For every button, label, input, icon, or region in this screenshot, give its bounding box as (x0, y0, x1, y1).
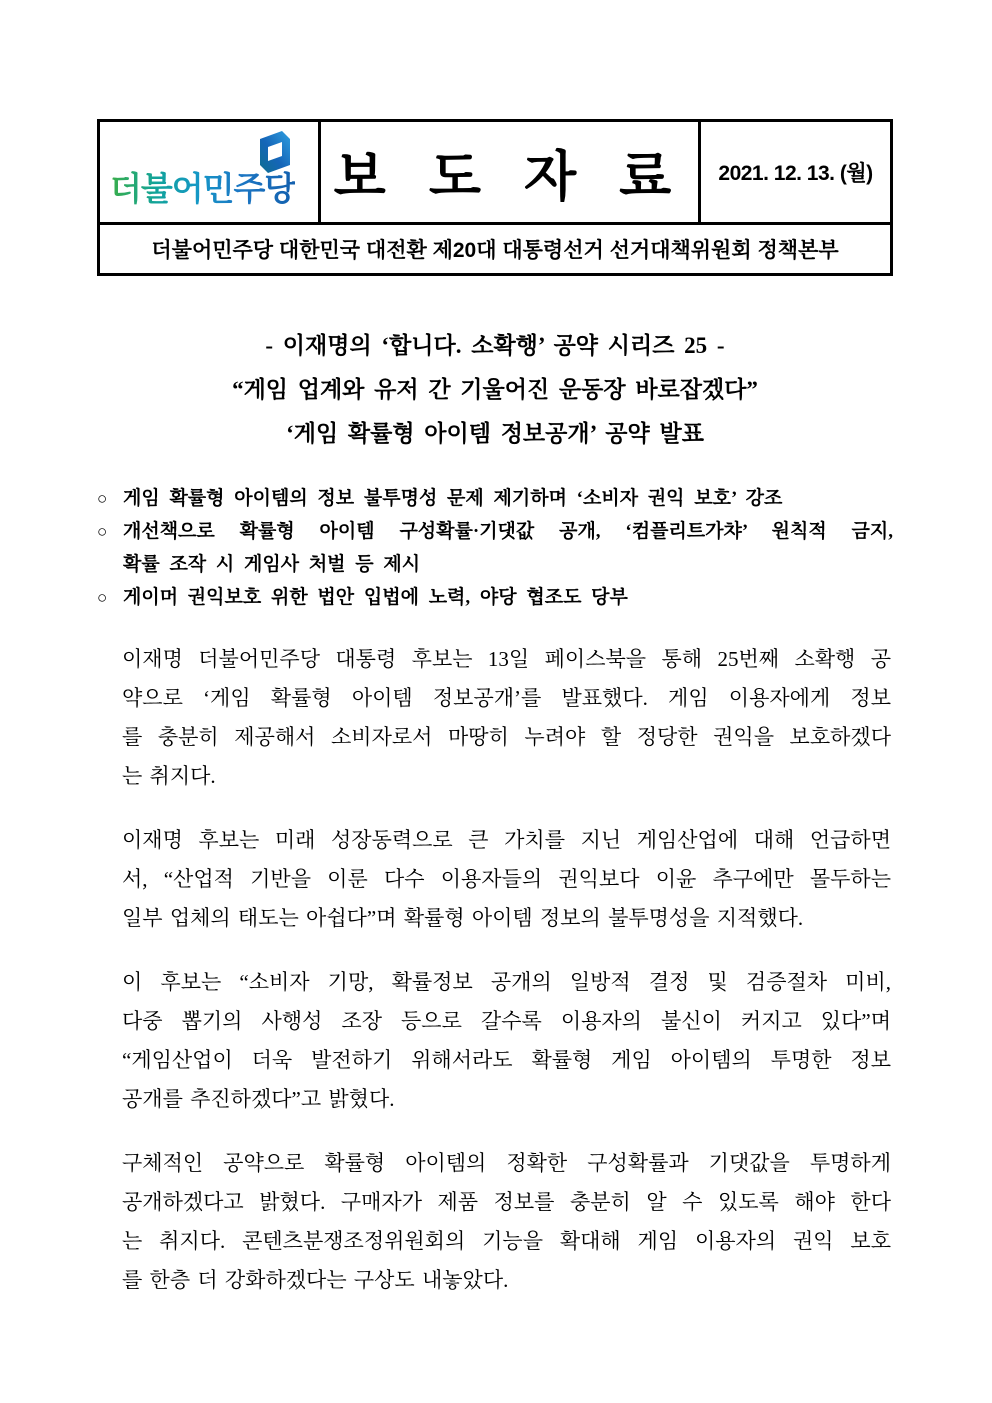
paragraph-line: 를 한층 더 강화하겠다는 구상도 내놓았다. (122, 1268, 509, 1292)
bullet-line: 확률 조작 시 게임사 처벌 등 제시 (123, 554, 421, 575)
headline-line: “게임 업계와 유저 간 기울어진 운동장 바로잡겠다” (232, 377, 758, 402)
party-logo (100, 122, 318, 222)
headline-line: ‘게임 확률형 아이템 정보공개’ 공약 발표 (286, 421, 704, 446)
paragraph-line: 구체적인 공약으로 확률형 아이템의 정확한 구성확률과 기댓값을 투명하게 (122, 1151, 891, 1175)
summary-bullet (97, 482, 893, 515)
paragraph-line: 다중 뽑기의 사행성 조장 등으로 갈수록 이용자의 불신이 커지고 있다”며 (122, 1009, 891, 1033)
body-paragraphs (97, 640, 893, 1300)
paragraph-line: 는 취지다. (122, 764, 216, 788)
bullet-marker-icon: ○ (97, 489, 108, 508)
bullet-marker-icon: ○ (97, 588, 108, 607)
paragraph-line: 이재명 후보는 미래 성장동력으로 큰 가치를 지닌 게임산업에 대해 언급하면 (122, 828, 891, 852)
paragraph-line: 는 취지다. 콘텐츠분쟁조정위원회의 기능을 확대해 게임 이용자의 권익 보호 (122, 1229, 891, 1253)
issuing-organization: 더불어민주당 대한민국 대전환 제20대 대통령선거 선거대책위원회 정책본부 (100, 222, 890, 273)
body-paragraph (122, 1144, 891, 1300)
release-date: 2021. 12. 13. (월) (698, 122, 890, 222)
paragraph-line: 를 충분히 제공해서 소비자로서 마땅히 누려야 할 정당한 권익을 보호하겠다 (122, 725, 891, 749)
body-paragraph (122, 821, 891, 938)
summary-bullet (97, 515, 893, 581)
bullet-text (123, 515, 893, 581)
bullet-line: 게임 확률형 아이템의 정보 불투명성 문제 제기하며 ‘소비자 권익 보호’ 강조 (123, 488, 783, 509)
bullet-line: 게이머 권익보호 위한 법안 입법에 노력, 야당 협조도 당부 (123, 587, 628, 608)
bullet-text (123, 581, 893, 614)
paragraph-line: 공개를 추진하겠다”고 밝혔다. (122, 1087, 395, 1111)
paragraph-line: 이 후보는 “소비자 기망, 확률정보 공개의 일방적 결정 및 검증절차 미비, (122, 970, 891, 994)
header-table (97, 119, 893, 276)
bullet-line: 개선책으로 확률형 아이템 구성확률·기댓값 공개, ‘컴플리트가챠’ 원칙적 금지, (123, 521, 893, 542)
body-paragraph (122, 640, 891, 796)
paragraph-line: 약으로 ‘게임 확률형 아이템 정보공개’를 발표했다. 게임 이용자에게 정보 (122, 686, 891, 710)
paragraph-line: 서, “산업적 기반을 이룬 다수 이용자들의 권익보다 이윤 추구에만 몰두하는 (122, 867, 891, 891)
headline (97, 324, 893, 456)
summary-bullets (97, 482, 893, 614)
bullet-text (123, 482, 893, 515)
body-paragraph (122, 963, 891, 1119)
paragraph-line: 공개하겠다고 밝혔다. 구매자가 제품 정보를 충분히 알 수 있도록 해야 한다 (122, 1190, 891, 1214)
document-type-title: 보 도 자 료 (318, 122, 698, 222)
paragraph-line: 이재명 더불어민주당 대통령 후보는 13일 페이스북을 통해 25번째 소확행 공 (122, 647, 891, 671)
bullet-marker-icon: ○ (97, 522, 108, 541)
paragraph-line: 일부 업체의 태도는 아쉽다”며 확률형 아이템 정보의 불투명성을 지적했다. (122, 906, 804, 930)
paragraph-line: “게임산업이 더욱 발전하기 위해서라도 확률형 게임 아이템의 투명한 정보 (122, 1048, 891, 1072)
summary-bullet (97, 581, 893, 614)
headline-line: - 이재명의 ‘합니다. 소확행’ 공약 시리즈 25 - (265, 333, 725, 358)
party-logo-text: 더불어민주당 (110, 163, 295, 210)
